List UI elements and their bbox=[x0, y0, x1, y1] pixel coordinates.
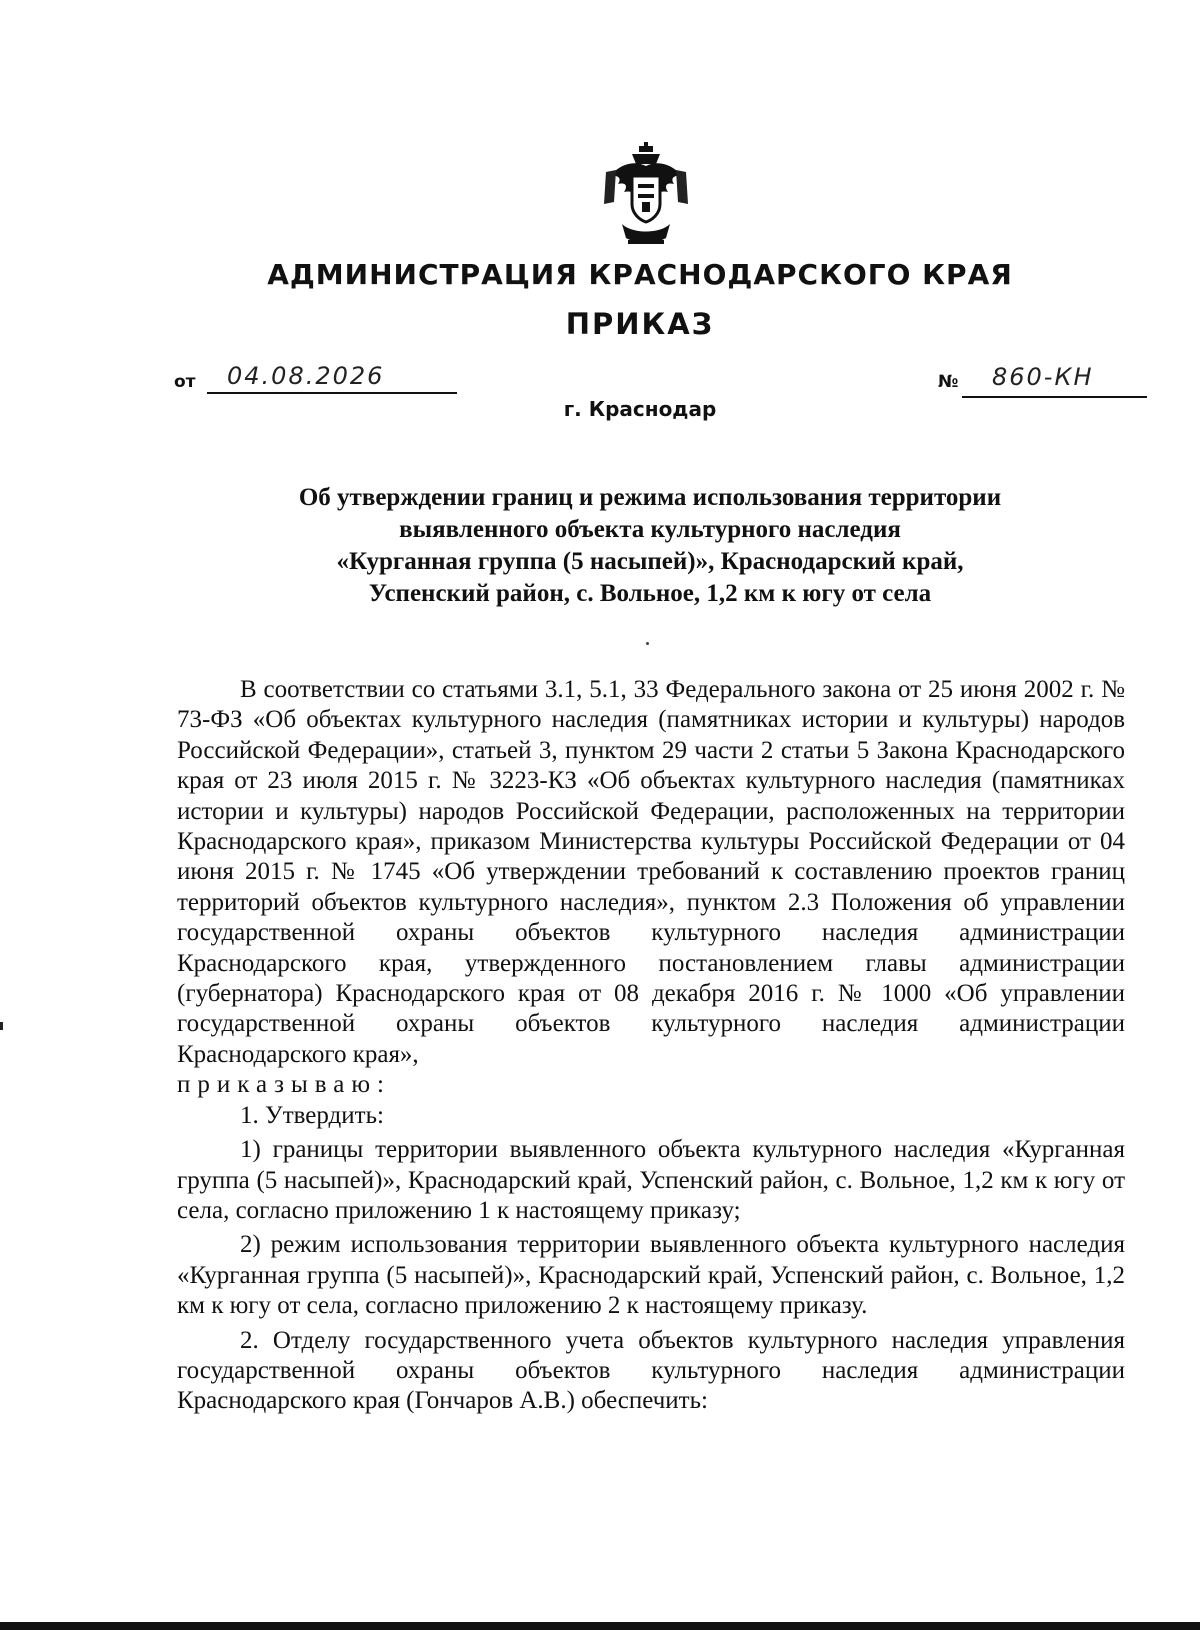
coat-of-arms-emblem bbox=[598, 142, 694, 246]
order-word: приказываю: bbox=[177, 1071, 391, 1099]
item-1: 1. Утвердить: bbox=[240, 1101, 384, 1129]
item-1-subitem-2: 2) режим использования территории выявленного объекта культурного наследия «Курганная группа (5 насыпей)», Краснодарский край, Успенский район, с. Вольное, 1,2 км к югу от села, согласно приложению 2 к настоящему приказу. bbox=[177, 1231, 1125, 1320]
scan-speck bbox=[646, 642, 649, 645]
city-label: г. Краснодар bbox=[563, 397, 717, 421]
scan-bottom-edge bbox=[0, 1622, 1200, 1630]
document-subject bbox=[200, 482, 1100, 610]
item-2: 2. Отделу государственного учета объектов культурного наследия управления государственной охраны объектов культурного наследия администрации Краснодарского края (Гончаров А.В.) обеспечить: bbox=[177, 1326, 1125, 1415]
document-body bbox=[177, 675, 1125, 1417]
scan-edge-mark bbox=[0, 1022, 3, 1030]
subject-line: Успенский район, с. Вольное, 1,2 км к югу от села bbox=[368, 580, 932, 607]
subject-line: Об утверждении границ и режима использования территории bbox=[298, 484, 1002, 511]
preamble-paragraph: В соответствии со статьями 3.1, 5.1, 33 Федерального закона от 25 июня 2002 г. № 73-ФЗ «Об объектах культурного наследия (памятниках истории и культуры) народов Российской Федерации», статьей 3, пунктом 29 части 2 статьи 5 Закона Краснодарского края от 23 июля 2015 г. № 3223-КЗ «Об объектах культурного наследия (памятниках истории и культуры) народов Российской Федерации, расположенных на территории Краснодарского края», приказом Министерства культуры Российской Федерации от 04 июня 2015 г. № 1745 «Об утверждении требований к составлению проектов границ территорий объектов культурного наследия», пунктом 2.3 Положения об управлении государственной охраны объектов культурного наследия администрации Краснодарского края, утвержденного постановлением главы администрации (губернатора) Краснодарского края от 08 декабря 2016 г. № 1000 «Об управлении государственной охраны объектов культурного наследия администрации Краснодарского края», bbox=[177, 676, 1125, 1068]
item-1-subitem-1: 1) границы территории выявленного объекта культурного наследия «Курганная группа (5 насыпей)», Краснодарский край, Успенский район, с. Вольное, 1,2 км к югу от села, согласно приложению 1 к настоящему приказу; bbox=[177, 1136, 1125, 1224]
subject-line: выявленного объекта культурного наследия bbox=[399, 516, 901, 543]
number-field: 860-КН bbox=[962, 360, 1147, 398]
organization-title: АДМИНИСТРАЦИЯ КРАСНОДАРСКОГО КРАЯ bbox=[267, 258, 1013, 291]
date-field: 04.08.2026 bbox=[207, 360, 457, 394]
document-type: ПРИКАЗ bbox=[565, 307, 715, 341]
subject-line: «Курганная группа (5 насыпей)», Краснодарский край, bbox=[336, 548, 964, 575]
date-label: от bbox=[174, 372, 196, 392]
number-label: № bbox=[938, 372, 959, 392]
